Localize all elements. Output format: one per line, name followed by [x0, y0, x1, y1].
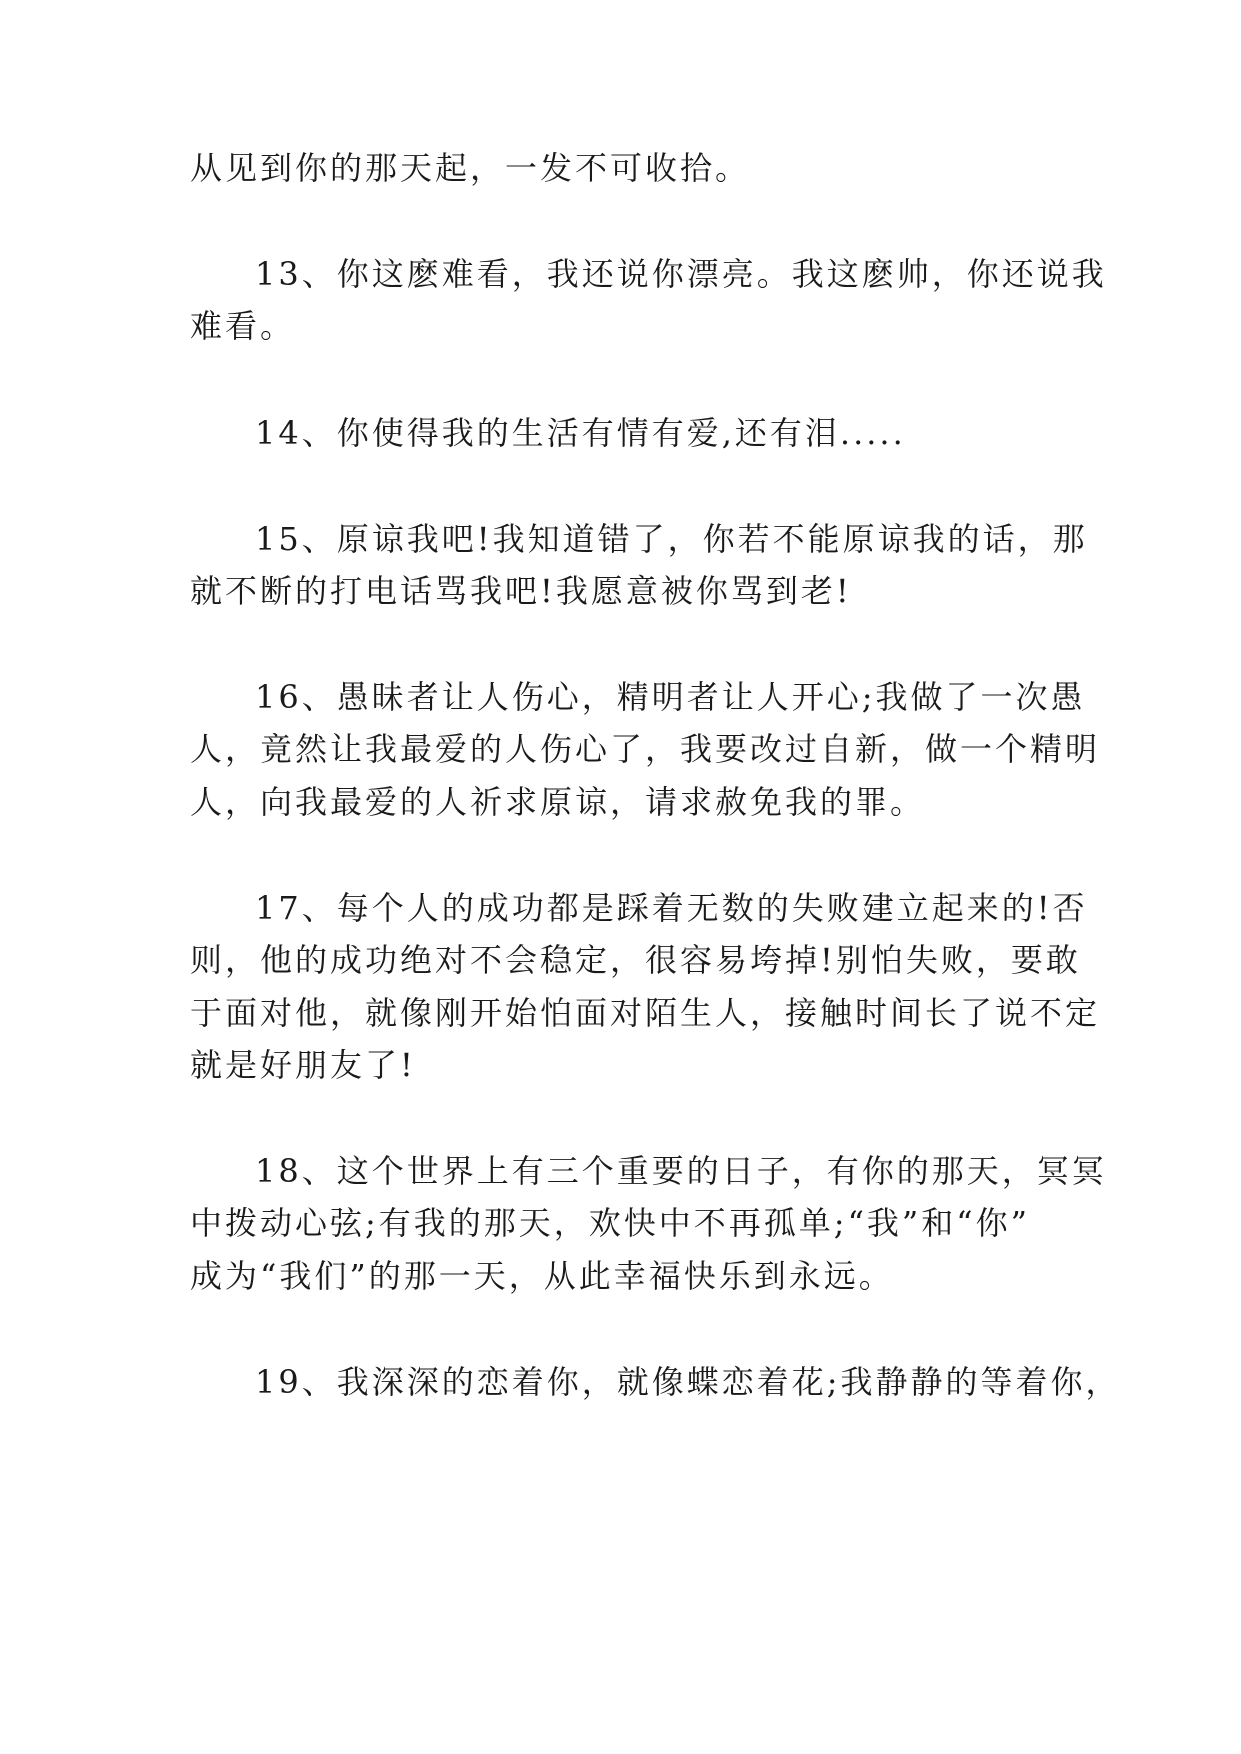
item-19-line-1: 19、我深深的恋着你，就像蝶恋着花;我静静的等着你， — [255, 1363, 1121, 1401]
item-16-line-2: 人，竟然让我最爱的人伤心了，我要改过自新，做一个精明 — [190, 730, 1101, 768]
item-16-line-1: 16、愚昧者让人伤心，精明者让人开心;我做了一次愚 — [255, 678, 1086, 716]
item-17-line-4: 就是好朋友了! — [190, 1046, 416, 1084]
item-17-line-3: 于面对他，就像刚开始怕面对陌生人，接触时间长了说不定 — [190, 994, 1101, 1032]
item-17-line-2: 则，他的成功绝对不会稳定，很容易垮掉!别怕失败，要敢 — [190, 941, 1081, 979]
item-18-line-2: 中拨动心弦;有我的那天，欢快中不再孤单;“我”和“你” — [190, 1204, 1031, 1242]
item-13-line-1: 13、你这麽难看，我还说你漂亮。我这麽帅，你还说我 — [255, 255, 1107, 293]
item-14-line-1: 14、你使得我的生活有情有爱,还有泪..... — [255, 414, 906, 452]
item-18-line-3: 成为“我们”的那一天，从此幸福快乐到永远。 — [190, 1257, 894, 1295]
item-15-line-2: 就不断的打电话骂我吧!我愿意被你骂到老! — [190, 572, 852, 610]
item-17-line-1: 17、每个人的成功都是踩着无数的失败建立起来的!否 — [255, 889, 1088, 927]
text-line: 从见到你的那天起，一发不可收拾。 — [190, 149, 751, 187]
item-15-line-1: 15、原谅我吧!我知道错了，你若不能原谅我的话，那 — [255, 520, 1088, 558]
item-13-line-2: 难看。 — [190, 307, 296, 345]
item-16-line-3: 人，向我最爱的人祈求原谅，请求赦免我的罪。 — [190, 783, 926, 821]
item-18-line-1: 18、这个世界上有三个重要的日子，有你的那天，冥冥 — [255, 1152, 1107, 1190]
